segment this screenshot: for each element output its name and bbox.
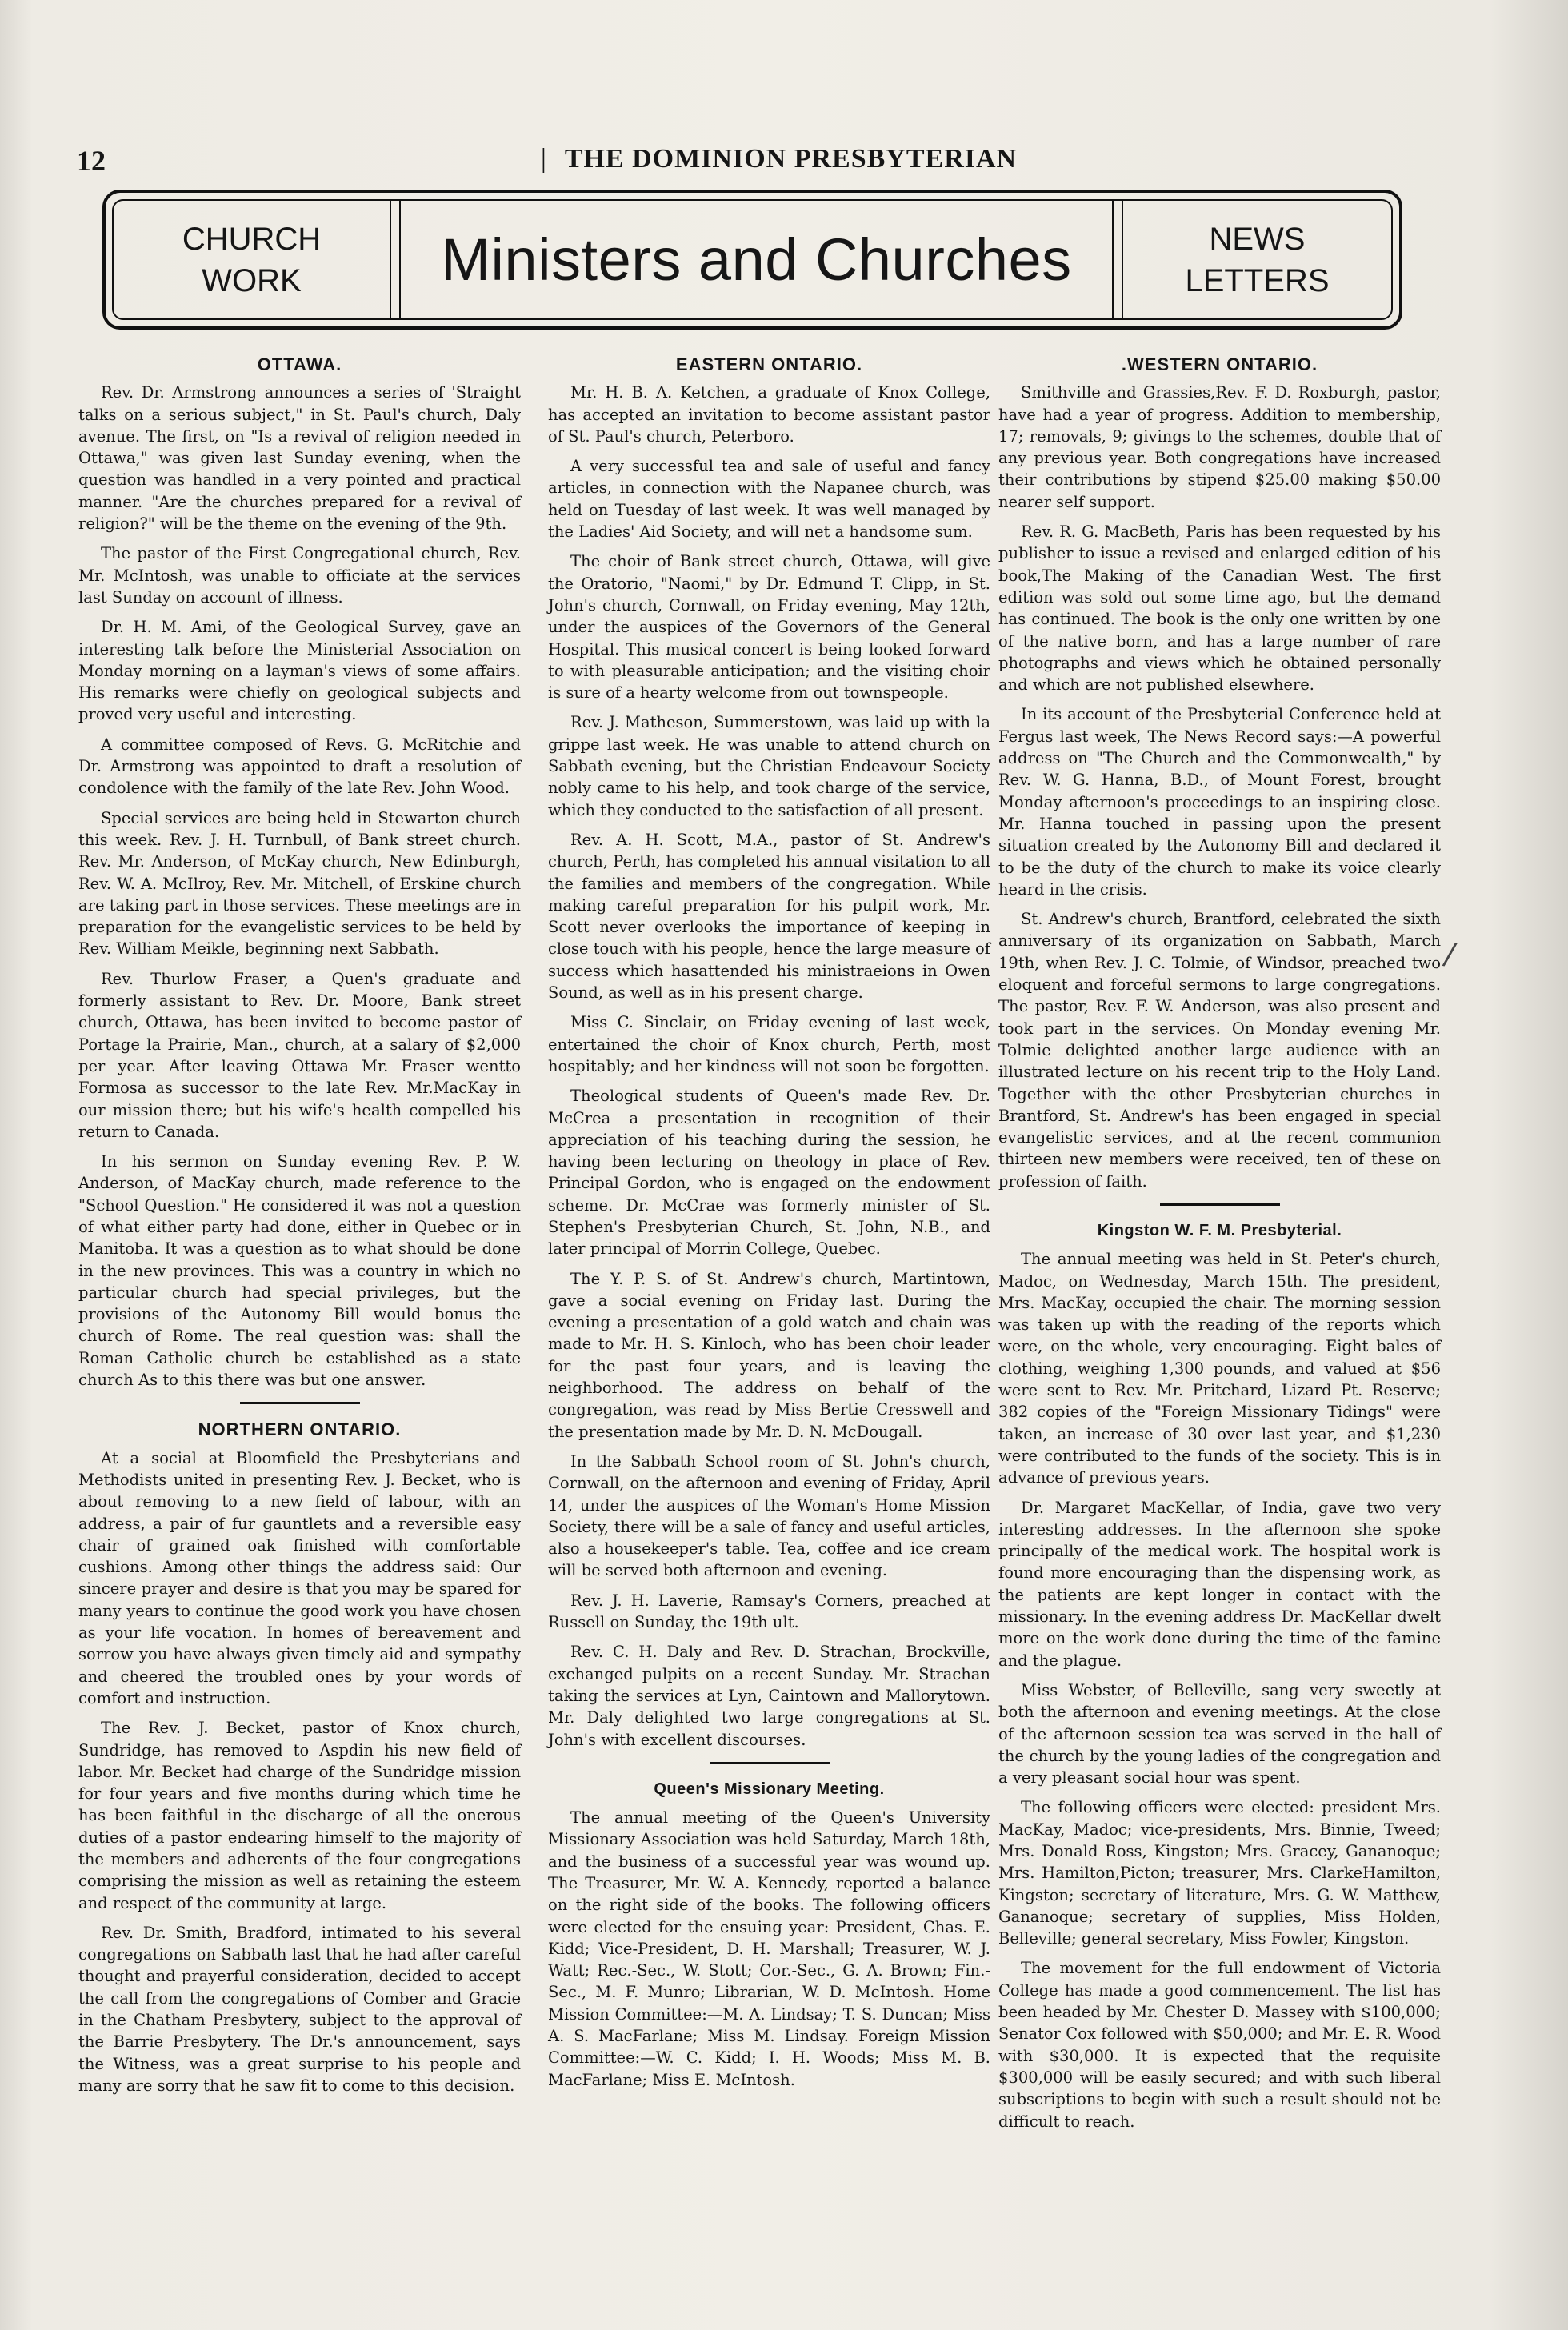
section-divider-rule xyxy=(240,1402,360,1404)
banner-divider-right xyxy=(1112,201,1123,318)
news-paragraph: At a social at Bloomfield the Presbyterians and Methodists united in presenting Rev. J. Becket, who is about removing to a new field of labour, with an address, a pair of fur gauntlets and a reversible easy chair of grained oak finished with comfortable cushions. Among other things the address said: Our sincere prayer and desire is that you may be spared for many years to continue the good work you have chosen as your life vocation. In homes of bereavement and sorrow you have always given timely aid and sympathy and cheered the troubled ones by your words of comfort and instruction. xyxy=(78,1448,521,1707)
header-separator: | xyxy=(541,144,547,174)
news-paragraph: Mr. H. B. A. Ketchen, a graduate of Knox College, has accepted an invitation to become assistant pastor of St. Paul's church, Peterboro. xyxy=(548,383,990,446)
news-paragraph: In its account of the Presbyterial Conference held at Fergus last week, The News Record says:—A powerful address on "The Church and the Commonwealth," by Rev. W. G. Hanna, B.D., of Mount Forest, brought Monday afternoon's proceedings to an inspiring close. Mr. Hanna touched in passing upon the present situation created by the Autonomy Bill and declared it to be the duty of the church to make its voice clearly heard in the crisis. xyxy=(998,705,1441,899)
section-banner xyxy=(102,190,1402,330)
news-paragraph: Rev. R. G. MacBeth, Paris has been requested by his publisher to issue a revised and enlarged edition of his book,The Making of the Canadian West. The first edition was sold out some time ago, but the demand has continued. The book is the only one written by one of the native born, and has a large number of rare photographs and views which he obtained personally and which are not published elsewhere. xyxy=(998,522,1441,695)
banner-inner-frame xyxy=(112,199,1393,320)
news-paragraph: The annual meeting of the Queen's University Missionary Association was held Saturday, March 18th, and the business of a successful year was wound up. The Treasurer, Mr. W. A. Kennedy, reported a balance on the right side of the books. The following officers were elected for the ensuing year: President, Chas. E. Kidd; Vice-President, D. H. Marshall; Treasurer, W. J. Watt; Rec.-Sec., W. Stott; Cor.-Sec., G. A. Brown; Fin.-Sec., M. F. Munro; Librarian, W. D. McIntosh. Home Mission Committee:—M. A. Lindsay; T. S. Duncan; Miss A. S. MacFarlane; Miss M. Lindsay. Foreign Mission Committee:—W. C. Kidd; I. H. Woods; Miss M. B. MacFarlane; Miss E. McIntosh. xyxy=(548,1808,990,2089)
news-paragraph: Dr. H. M. Ami, of the Geological Survey, gave an interesting talk before the Ministerial Association on Monday morning on a layman's views of some affairs. His remarks were chiefly on geological subjects and proved very useful and interesting. xyxy=(78,618,521,724)
news-paragraph: The Rev. J. Becket, pastor of Knox church, Sundridge, has removed to Aspdin his new field of labor. Mr. Becket had charge of the Sundridge mission for four years and five months during which time he has been faithful in the discharge of all the onerous duties of a pastor endearing himself to the majority of the members and adherents of the four congregations comprising the mission as well as retaining the esteem and respect of the community at large. xyxy=(78,1719,521,1912)
news-paragraph: St. Andrew's church, Brantford, celebrated the sixth anniversary of its organization on Sabbath, March 19th, when Rev. J. C. Tolmie, of Windsor, preached two eloquent and forceful sermons to large congregations. The pastor, Rev. F. W. Anderson, was also present and took part in the services. On Monday evening Mr. Tolmie delighted another large audience with an illustrated lecture on his recent trip to the Holy Land. Together with the other Presbyterian churches in Brantford, St. Andrew's has been engaged in special evangelistic services, and at the recent communion thirteen new members were received, ten of these on profession of faith. xyxy=(998,910,1441,1191)
section-heading: Kingston W. F. M. Presbyterial. xyxy=(1097,1221,1342,1239)
section-heading: OTTAWA. xyxy=(257,354,342,374)
news-paragraph: The annual meeting was held in St. Peter's church, Madoc, on Wednesday, March 15th. The president, Mrs. MacKay, occupied the chair. The morning session was taken up with the reading of the reports which were, on the whole, very encouraging. Eight bales of clothing, weighing 1,300 pounds, and valued at $56 were sent to Rev. Mr. Pritchard, Lizard Pt. Reserve; 382 copies of the "Foreign Missionary Tidings" were taken, an increase of 30 over last year, and $1,230 were contributed to the funds of the society. This is in advance of previous years. xyxy=(998,1250,1441,1487)
section-heading: Queen's Missionary Meeting. xyxy=(654,1780,885,1798)
column-right xyxy=(998,354,1441,2140)
news-paragraph: Miss C. Sinclair, on Friday evening of last week, entertained the choir of Knox church, Perth, most hospitably; and her kindness will not soon be forgotten. xyxy=(548,1013,990,1075)
news-paragraph: The movement for the full endowment of Victoria College has made a good commencement. The list has been headed by Mr. Chester D. Massey with $100,000; Senator Cox followed with $50,000; and Mr. E. R. Wood with $30,000. It is expected that the requisite $300,000 will be easily secured; and with such liberal subscriptions to begin with such a result should not be difficult to reach. xyxy=(998,1959,1441,2131)
section-heading: EASTERN ONTARIO. xyxy=(675,354,863,374)
news-paragraph: A very successful tea and sale of useful and fancy articles, in connection with the Napanee church, was held on Tuesday of last week. It was well managed by the Ladies' Aid Society, and will net a handsome sum. xyxy=(548,457,990,542)
news-paragraph: Miss Webster, of Belleville, sang very sweetly at both the afternoon and evening meetings. At the close of the afternoon session tea was served in the hall of the church by the young ladies of the congregation and a very pleasant social hour was spent. xyxy=(998,1680,1441,1788)
stray-pen-mark: / xyxy=(1441,935,1459,972)
news-paragraph: Smithville and Grassies,Rev. F. D. Roxburgh, pastor, have had a year of progress. Addition to membership, 17; removals, 9; givings to the schemes, double that of any previous year. Both congregations have increased their contributions by stipend $25.00 making $50.00 nearer self support. xyxy=(998,383,1441,511)
column-left xyxy=(78,354,521,2104)
news-paragraph: The choir of Bank street church, Ottawa, will give the Oratorio, "Naomi," by Dr. Edmund T. Clipp, in St. John's church, Cornwall, on Friday evening, May 12th, under the auspices of the Governors of the General Hospital. This musical concert is being looked forward to with pleasurable anticipation; and the visiting choir is sure of a hearty welcome from out townspeople. xyxy=(548,552,990,703)
page-number: 12 xyxy=(77,145,106,177)
banner-left-label: CHURCH WORK xyxy=(182,221,322,298)
news-paragraph: In his sermon on Sunday evening Rev. P. W. Anderson, of MacKay church, made reference to the "School Question." He considered it was not a question of what either party had done, either in Quebec or in Manitoba. It was a question as to what should be done in the new provinces. This was a country in which no particular church had special privileges, but the provisions of the Autonomy Bill would bonus the church of Rome. The real question was: shall the Roman Catholic church be established as a state church As to this there was but one answer. xyxy=(78,1152,521,1390)
news-paragraph: Rev. J. H. Laverie, Ramsay's Corners, preached at Russell on Sunday, the 19th ult. xyxy=(548,1591,990,1632)
news-paragraph: Rev. Dr. Armstrong announces a series of 'Straight talks on a serious subject," in St. Paul's church, Daly avenue. The first, on "Is a revival of religion needed in Ottawa," was given last Sunday evening, when the question was handled in a very pointed and practical manner. "Are the churches prepared for a revival of religion?" will be the theme on the evening of the 9th. xyxy=(78,383,521,534)
news-paragraph: The Y. P. S. of St. Andrew's church, Martintown, gave a social evening on Friday last. During the evening a presentation of a gold watch and chain was made to Mr. H. S. Kinloch, who has been choir leader for the past four years, and is leaving the neighborhood. The address on behalf of the congregation, was read by Miss Bertie Cresswell and the presentation made by Mr. D. N. McDougall. xyxy=(548,1269,990,1441)
publication-title: THE DOMINION PRESBYTERIAN xyxy=(564,144,1018,174)
news-paragraph: Rev. A. H. Scott, M.A., pastor of St. Andrew's church, Perth, has completed his annual visitation to all the families and members of the congregation. While making careful preparation for his pulpit work, Mr. Scott never overlooks the importance of keeping in close touch with his people, hence the large measure of success which hasattended his ministraeions in Owen Sound, as well as in his present charge. xyxy=(548,830,990,1003)
news-paragraph: Rev. C. H. Daly and Rev. D. Strachan, Brockville, exchanged pulpits on a recent Sunday. Mr. Strachan taking the services at Lyn, Caintown and Mallorytown. Mr. Daly delighted two large congregations at St. John's with excellent discourses. xyxy=(548,1643,990,1749)
news-paragraph: Dr. Margaret MacKellar, of India, gave two very interesting addresses. In the afternoon she spoke principally of the medical work. The hospital work is found more encouraging than the dispensing work, as the patients are kept longer in contact with the missionary. In the evening address Dr. MacKellar dwelt more on the work done during the time of the famine and the plague. xyxy=(998,1498,1441,1670)
news-paragraph: Rev. Dr. Smith, Bradford, intimated to his several congregations on Sabbath last that he had after careful thought and prayerful consideration, decided to accept the call from the congregations of Comber and Gracie in the Chatham Presbytery, subject to the approval of the Barrie Presbytery. The Dr.'s announcement, says the Witness, was a great surprise to his people and many are sorry that he saw fit to come to this decision. xyxy=(78,1923,521,2095)
news-paragraph: Theological students of Queen's made Rev. Dr. McCrea a presentation in recognition of their appreciation of his teaching during the session, he having been lecturing on theology in place of Rev. Principal Gordon, who is engaged on the endowment scheme. Dr. McCrae was formerly minister of St. Stephen's Presbyterian Church, St. John, N.B., and later principal of Morrin College, Quebec. xyxy=(548,1087,990,1259)
section-divider-rule xyxy=(710,1762,830,1764)
news-paragraph: In the Sabbath School room of St. John's church, Cornwall, on the afternoon and evening of Friday, April 14, under the auspices of the Woman's Home Mission Society, there will be a sale of fancy and useful articles, also a housekeeper's table. Tea, coffee and ice cream will be served both afternoon and evening. xyxy=(548,1451,990,1580)
column-middle xyxy=(548,354,990,2099)
news-paragraph: The pastor of the First Congregational church, Rev. Mr. McIntosh, was unable to officiate at the services last Sunday on account of illness. xyxy=(78,544,521,607)
running-title xyxy=(541,144,1017,174)
section-heading: .WESTERN ONTARIO. xyxy=(1121,354,1318,374)
section-heading: NORTHERN ONTARIO. xyxy=(198,1419,402,1440)
news-paragraph: Special services are being held in Stewarton church this week. Rev. J. H. Turnbull, of Bank street church. Rev. Mr. Anderson, of McKay church, New Edinburgh, Rev. W. A. McIlroy, Rev. Mr. Mitchell, of Erskine church are taking part in those services. These meetings are in preparation for the evangelistic services to be held by Rev. William Meikle, beginning next Sabbath. xyxy=(78,808,521,959)
news-paragraph: A committee composed of Revs. G. McRitchie and Dr. Armstrong was appointed to draft a resolution of condolence with the family of the late Rev. John Wood. xyxy=(78,735,521,798)
banner-title: Ministers and Churches xyxy=(441,226,1072,293)
news-paragraph: Rev. J. Matheson, Summerstown, was laid up with la grippe last week. He was unable to attend church on Sabbath evening, but the Christian Endeavour Society nobly came to his help, and took charge of the service, which they conducted to the satisfaction of all present. xyxy=(548,713,990,819)
banner-divider-left xyxy=(390,201,401,318)
news-paragraph: Rev. Thurlow Fraser, a Quen's graduate and formerly assistant to Rev. Dr. Moore, Bank street church, Ottawa, has been invited to become pastor of Portage la Prairie, Man., church, at a salary of $2,000 per year. After leaving Ottawa Mr. Fraser wentto Formosa as successor to the late Rev. Mr.MacKay in our mission there; but his wife's health compelled his return to Canada. xyxy=(78,969,521,1141)
page-header xyxy=(77,144,1453,184)
banner-right-label: NEWS LETTERS xyxy=(1185,221,1330,298)
section-divider-rule xyxy=(1160,1203,1280,1206)
news-paragraph: The following officers were elected: president Mrs. MacKay, Madoc; vice-presidents, Mrs. Binnie, Tweed; Mrs. Donald Ross, Kingston; Mrs. Gracey, Gananoque; Mrs. Hamilton,Picton; treasurer, Mrs. ClarkeHamilton, Kingston; secretary of literature, Mrs. G. W. Matthew, Gananoque; secretary of supplies, Miss Holden, Belleville; general secretary, Miss Fowler, Kingston. xyxy=(998,1798,1441,1948)
